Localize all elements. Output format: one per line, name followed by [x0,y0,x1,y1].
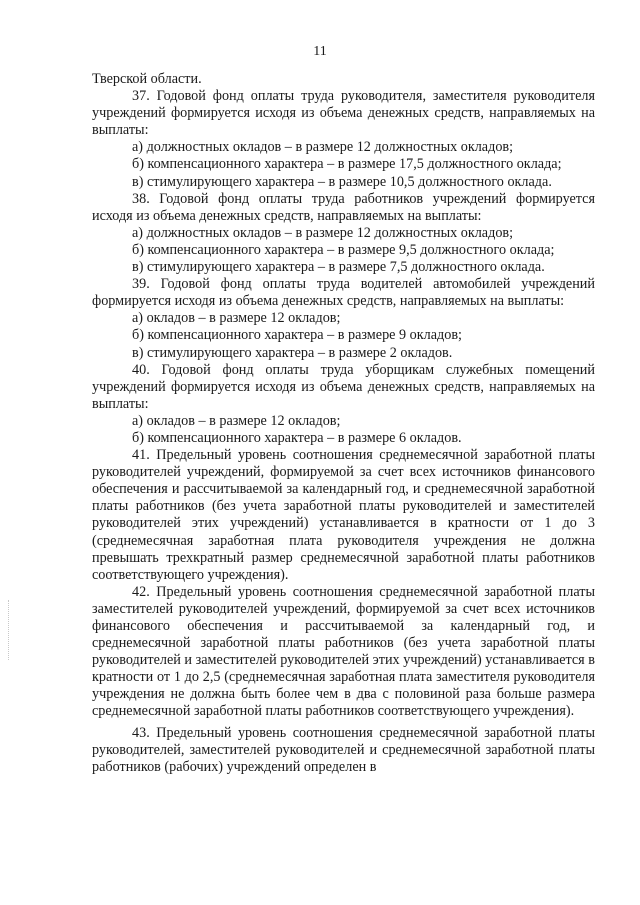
paragraph: Тверской области. [92,71,202,87]
paragraph: в) стимулирующего характера – в размере 10,5 должностного оклада. [132,173,552,190]
paragraph: б) компенсационного характера – в размере 9,5 должностного оклада; [132,241,555,258]
paragraph: а) окладов – в размере 12 окладов; [132,412,341,429]
paragraph: б) компенсационного характера – в размере 9 окладов; [132,327,462,344]
paragraph: 38. Годовой фонд оплаты труда работников учреждений формируется исходя из объема денежных средств, направляемых на выплаты: [92,190,595,224]
paragraph: б) компенсационного характера – в размере 6 окладов. [132,429,462,446]
margin-scan-mark [8,600,10,660]
paragraph: 40. Годовой фонд оплаты труда уборщикам служебных помещений учреждений формируется исходя из объема денежных средств, направляемых на выплаты: [92,361,595,412]
paragraph: 37. Годовой фонд оплаты труда руководителя, заместителя руководителя учреждений формируется исходя из объема денежных средств, направляемых на выплаты: [92,88,595,139]
paragraph: 39. Годовой фонд оплаты труда водителей автомобилей учреждений формируется исходя из объема денежных средств, направляемых на выплаты: [92,276,595,310]
page-number: 11 [313,44,327,59]
paragraph: а) должностных окладов – в размере 12 должностных окладов; [132,224,514,241]
paragraph: а) должностных окладов – в размере 12 должностных окладов; [132,139,514,156]
document-body [92,71,595,776]
paragraph: в) стимулирующего характера – в размере 7,5 должностного оклада. [132,259,545,276]
paragraph: 42. Предельный уровень соотношения среднемесячной заработной платы заместителей руководителей учреждений, формируемой за счет всех источников финансового обеспечения и рассчитываемой за календарный год, и среднемесячной заработной платы работников (без учета заработной платы руководителей и заместителей руководителей этих учреждений) устанавливается в кратности от 1 до 2,5 (среднемесячная заработная плата заместителя руководителя учреждения не должна быть более чем в два с половиной раза больше размера среднемесячной заработной платы работников соответствующего учреждения). [92,583,595,720]
paragraph: 41. Предельный уровень соотношения среднемесячной заработной платы руководителей учреждений, формируемой за счет всех источников финансового обеспечения и рассчитываемой за календарный год, и среднемесячной заработной платы работников (без учета заработной платы руководителей и заместителей руководителей этих учреждений) устанавливается в кратности от 1 до 3 (среднемесячная заработная плата руководителя учреждения не должна превышать трехкратный размер среднемесячной заработной платы работников соответствующего учреждения). [92,447,595,583]
paragraph: в) стимулирующего характера – в размере 2 окладов. [132,344,453,361]
paragraph: а) окладов – в размере 12 окладов; [132,310,341,327]
paragraph: б) компенсационного характера – в размере 17,5 должностного оклада; [132,156,562,173]
paragraph: 43. Предельный уровень соотношения среднемесячной заработной платы руководителей, заместителей руководителей и среднемесячной заработной платы работников (рабочих) учреждений определен в [92,724,595,775]
